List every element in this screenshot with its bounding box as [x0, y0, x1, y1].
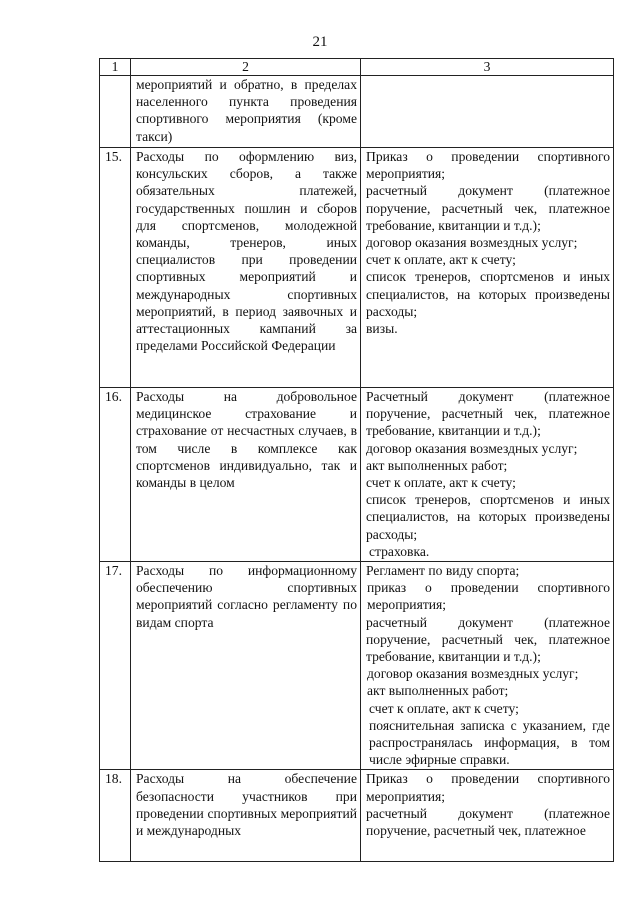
- row-number: 18.: [100, 770, 131, 862]
- expense-description: Расходы на добровольное медицинское страхование и страхование от несчастных случаев, в том числе в комплексе как спортсменов индивидуально, так и команды в целом: [131, 388, 361, 562]
- row-number: 17.: [100, 562, 131, 770]
- document-item: список тренеров, спортсменов и иных специалистов, на которых произведены расходы;: [366, 269, 610, 319]
- table-row: [100, 148, 614, 388]
- document-item: договор оказания возмездных услуг;: [367, 666, 579, 682]
- document-item: Приказ о проведении спортивного мероприятия;: [366, 771, 610, 804]
- document-item: Приказ о проведении спортивного мероприятия;: [366, 149, 610, 182]
- expense-description: мероприятий и обратно, в пределах населенного пункта проведения спортивного мероприятия (кроме такси): [131, 76, 361, 148]
- expense-description: Расходы по информационному обеспечению спортивных мероприятий согласно регламенту по видам спорта: [131, 562, 361, 770]
- document-item: пояснительная записка с указанием, где распространялась информация, в том числе эфирные справки.: [369, 717, 610, 768]
- supporting-documents: [361, 562, 614, 770]
- expense-description: Расходы на обеспечение безопасности участников при проведении спортивных мероприятий и международных: [131, 770, 361, 862]
- document-item: договор оказания возмездных услуг;: [366, 235, 578, 251]
- supporting-documents: [361, 770, 614, 862]
- document-item: договор оказания возмездных услуг;: [366, 440, 578, 456]
- document-item: расчетный документ (платежное поручение, расчетный чек, платежное требование, квитанции и т.д.);: [366, 183, 610, 233]
- document-item: страховка.: [369, 543, 430, 559]
- expense-table: [99, 58, 614, 862]
- row-number: 15.: [100, 148, 131, 388]
- document-item: Регламент по виду спорта;: [366, 563, 520, 579]
- document-item: акт выполненных работ;: [366, 457, 508, 473]
- supporting-documents: [361, 388, 614, 562]
- document-item: акт выполненных работ;: [367, 683, 509, 699]
- table-row: [100, 76, 614, 148]
- document-item: визы.: [366, 321, 398, 337]
- document-item: расчетный документ (платежное поручение, расчетный чек, платежное: [366, 805, 610, 839]
- table-header-row: [100, 59, 614, 76]
- table-row: [100, 770, 614, 862]
- column-header-documents: 3: [361, 59, 614, 76]
- column-header-number: 1: [100, 59, 131, 76]
- document-item: список тренеров, спортсменов и иных специалистов, на которых произведены расходы;: [366, 492, 610, 542]
- document-item: счет к оплате, акт к счету;: [369, 700, 519, 716]
- document-item: счет к оплате, акт к счету;: [366, 252, 516, 268]
- column-header-expense: 2: [131, 59, 361, 76]
- document-item: расчетный документ (платежное поручение, расчетный чек, платежное требование, квитанции и т.д.);: [366, 614, 610, 665]
- page-number: 21: [312, 34, 328, 50]
- document-item: счет к оплате, акт к счету;: [366, 475, 516, 491]
- supporting-documents: [361, 148, 614, 388]
- supporting-documents: [361, 76, 614, 148]
- document-item: Расчетный документ (платежное поручение, расчетный чек, платежное требование, квитанции и т.д.);: [366, 389, 610, 439]
- expense-description: Расходы по оформлению виз, консульских сборов, а также обязательных платежей, государственных пошлин и сборов для спортсменов, молодежной команды, тренеров, иных специалистов при проведении спортивных мероприятий и международных спортивных мероприятий, в период заявочных и аттестационных кампаний за пределами Российской Федерации: [131, 148, 361, 388]
- row-number: 16.: [100, 388, 131, 562]
- table-row: [100, 562, 614, 770]
- document-item: приказ о проведении спортивного мероприятия;: [367, 580, 610, 613]
- row-number: [100, 76, 131, 148]
- table-row: [100, 388, 614, 562]
